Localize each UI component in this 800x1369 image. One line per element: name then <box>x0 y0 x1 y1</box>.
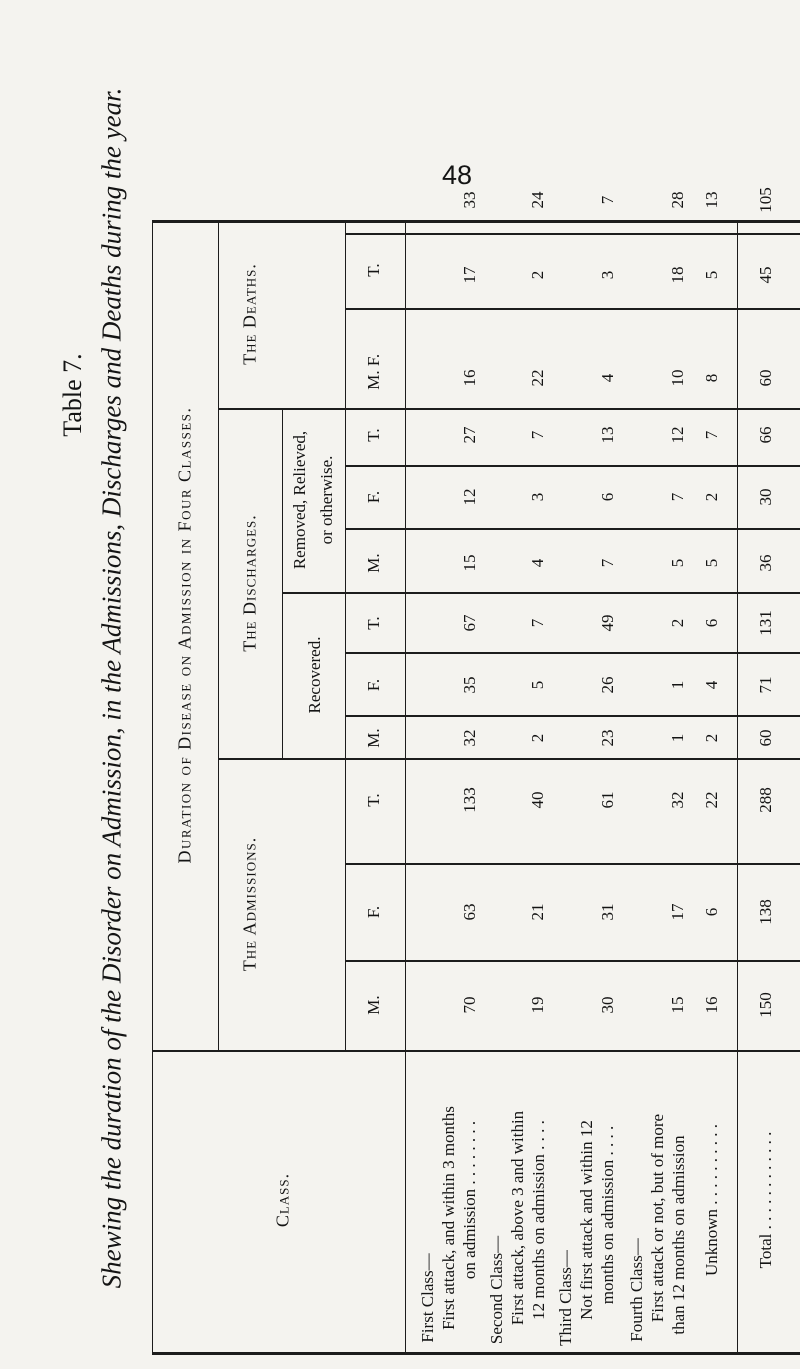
row-3-dth-t: 7 <box>598 195 617 205</box>
row-2-rec-f: 5 <box>528 680 547 690</box>
total-rec-f: 71 <box>756 676 775 694</box>
row-4-label3: than 12 months on admission <box>669 1135 688 1335</box>
row-4-rec-t: 2 <box>668 618 687 628</box>
row-1-rem-t: 27 <box>460 426 479 444</box>
row-1-adm-f: 63 <box>460 903 479 921</box>
row-2-label2: First attack, above 3 and within <box>508 1110 527 1326</box>
table-bottom-border <box>152 1352 800 1355</box>
row-1-dth-f: 17 <box>460 266 479 284</box>
row-4-dth-t: 28 <box>668 191 687 209</box>
row-5-rec-t: 6 <box>702 618 721 628</box>
row-5-rec-f: 4 <box>702 680 721 690</box>
row-2-dth-f: 2 <box>528 270 547 280</box>
row-1-rec-m: 32 <box>460 729 479 747</box>
row-3-adm-m: 30 <box>598 996 617 1014</box>
row-2-label3: 12 months on admission . . . . <box>529 1120 548 1320</box>
total-rec-m: 60 <box>756 729 775 747</box>
divider-admissions-mf <box>345 960 800 962</box>
row-1-rem-m: 15 <box>460 554 479 572</box>
row-5-rem-f: 2 <box>702 492 721 502</box>
row-1-dth-t: 33 <box>460 191 479 209</box>
deaths-header: The Deaths. <box>239 263 260 365</box>
total-adm-f: 138 <box>756 899 775 925</box>
row-2-dth-t: 24 <box>528 191 547 209</box>
row-1-rem-f: 12 <box>460 488 479 506</box>
row-5-rem-m: 5 <box>702 558 721 568</box>
removed-f-label: F. <box>364 490 383 504</box>
row-5-adm-m: 16 <box>702 996 721 1014</box>
divider-admissions-discharges <box>218 758 800 760</box>
divider-deaths-ft <box>345 233 800 235</box>
recovered-t-label: T. <box>364 616 383 630</box>
row-4-rem-f: 7 <box>668 492 687 502</box>
total-rem-f: 30 <box>756 488 775 506</box>
row-5-rec-m: 2 <box>702 733 721 743</box>
row-1-dth-m: 16 <box>460 369 479 387</box>
divider-admissions-ft <box>345 863 800 865</box>
row-3-label1: Third Class— <box>556 1250 575 1346</box>
divider-recovered-removed <box>282 592 800 594</box>
row-3-rem-m: 7 <box>598 558 617 568</box>
divider-removed-mf <box>345 528 800 530</box>
admissions-m-label: M. <box>364 995 383 1015</box>
total-adm-t: 288 <box>756 787 775 813</box>
row-2-dth-m: 22 <box>528 369 547 387</box>
divider-subgroup-header <box>345 220 346 1050</box>
removed-header-line2: or otherwise. <box>317 455 336 545</box>
row-1-rec-t: 67 <box>460 614 479 632</box>
total-rec-t: 131 <box>756 610 775 636</box>
duration-header: Duration of Disease on Admission in Four Classes. <box>174 406 195 864</box>
row-3-adm-f: 31 <box>598 903 617 921</box>
row-3-dth-f: 3 <box>598 270 617 280</box>
row-5-label: Unknown . . . . . . . . . . <box>702 1123 721 1277</box>
row-4-dth-f: 18 <box>668 266 687 284</box>
divider-recovered-ft <box>345 652 800 654</box>
row-3-adm-t: 61 <box>598 791 617 809</box>
row-1-label3: on admission . . . . . . . . <box>460 1120 479 1280</box>
row-2-adm-f: 21 <box>528 903 547 921</box>
admissions-f-label: F. <box>364 905 383 919</box>
deaths-t-label: T. <box>364 263 383 277</box>
class-header: Class. <box>272 1172 293 1228</box>
row-2-label1: Second Class— <box>487 1235 506 1345</box>
divider-duration-header <box>218 220 219 1050</box>
row-4-rec-f: 1 <box>668 680 687 690</box>
row-5-rem-t: 7 <box>702 430 721 440</box>
row-3-rec-m: 23 <box>598 729 617 747</box>
row-5-dth-m: 8 <box>702 373 721 383</box>
divider-discharges-header <box>282 408 283 758</box>
row-3-rec-f: 26 <box>598 676 617 694</box>
row-1-rec-f: 35 <box>460 676 479 694</box>
row-5-adm-f: 6 <box>702 907 721 917</box>
row-2-rec-t: 7 <box>528 618 547 628</box>
deaths-f-label: F. <box>364 353 383 367</box>
row-4-rec-m: 1 <box>668 733 687 743</box>
row-5-adm-t: 22 <box>702 791 721 809</box>
row-4-adm-f: 17 <box>668 903 687 921</box>
row-5-dth-t: 13 <box>702 191 721 209</box>
total-dth-t: 105 <box>756 187 775 213</box>
recovered-f-label: F. <box>364 678 383 692</box>
row-3-rem-t: 13 <box>598 426 617 444</box>
divider-deaths-mf <box>345 308 800 310</box>
admissions-t-label: T. <box>364 793 383 807</box>
total-label: Total . . . . . . . . . . . . <box>756 1131 775 1269</box>
discharges-header: The Discharges. <box>239 514 260 652</box>
table-subtitle: Shewing the duration of the Disorder on Admission, in the Admissions, Discharges and Deaths during the year. <box>96 87 127 1289</box>
page-number: 48 <box>442 160 473 190</box>
table-left-border <box>152 220 153 1353</box>
total-dth-m: 60 <box>756 369 775 387</box>
divider-total-row <box>737 220 738 1353</box>
total-rem-t: 66 <box>756 426 775 444</box>
removed-t-label: T. <box>364 428 383 442</box>
table-title: Table 7. <box>58 353 87 437</box>
removed-header-line1: Removed, Relieved, <box>290 430 309 570</box>
row-1-adm-m: 70 <box>460 996 479 1014</box>
removed-m-label: M. <box>364 553 383 573</box>
recovered-header: Recovered. <box>305 636 324 714</box>
row-1-adm-t: 133 <box>460 787 479 813</box>
row-4-adm-m: 15 <box>668 996 687 1014</box>
row-4-rem-t: 12 <box>668 426 687 444</box>
row-3-rec-t: 49 <box>598 614 617 632</box>
divider-recovered-mf <box>345 715 800 717</box>
row-2-rec-m: 2 <box>528 733 547 743</box>
row-5-dth-f: 5 <box>702 270 721 280</box>
row-2-adm-t: 40 <box>528 791 547 809</box>
row-3-dth-m: 4 <box>598 373 617 383</box>
row-4-dth-m: 10 <box>668 369 687 387</box>
recovered-m-label: M. <box>364 728 383 748</box>
row-3-label2: Not first attack and within 12 <box>577 1120 596 1320</box>
row-2-rem-t: 7 <box>528 430 547 440</box>
row-4-rem-m: 5 <box>668 558 687 568</box>
row-2-adm-m: 19 <box>528 996 547 1014</box>
admissions-header: The Admissions. <box>239 836 260 972</box>
row-4-label1: Fourth Class— <box>627 1238 646 1342</box>
total-dth-f: 45 <box>756 266 775 284</box>
row-4-adm-t: 32 <box>668 791 687 809</box>
divider-discharges-deaths <box>218 408 800 410</box>
table-top-border <box>152 220 800 223</box>
row-2-rem-f: 3 <box>528 492 547 502</box>
row-2-rem-m: 4 <box>528 558 547 568</box>
row-1-label1: First Class— <box>418 1253 437 1343</box>
total-adm-m: 150 <box>756 992 775 1018</box>
deaths-m-label: M. <box>364 370 383 390</box>
divider-colheads <box>405 220 406 1353</box>
row-3-label3: months on admission . . . . <box>598 1125 617 1305</box>
total-rem-m: 36 <box>756 554 775 572</box>
row-1-label2: First attack, and within 3 months <box>439 1106 458 1330</box>
row-3-rem-f: 6 <box>598 492 617 502</box>
divider-removed-ft <box>345 465 800 467</box>
row-4-label2: First attack or not, but of more <box>648 1113 667 1323</box>
divider-duration-class <box>152 1050 800 1052</box>
